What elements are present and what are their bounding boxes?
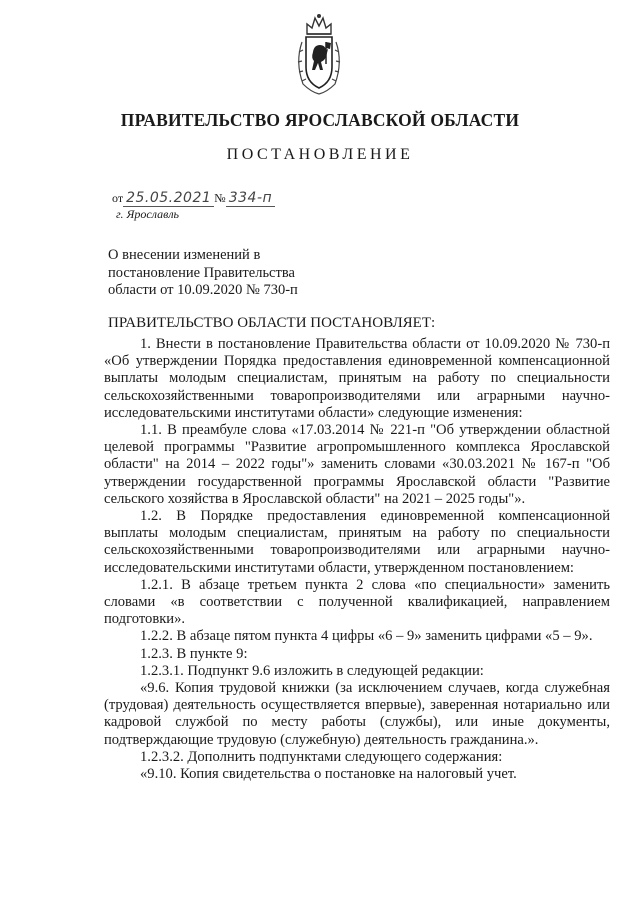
city-label: г. Ярославль bbox=[116, 207, 180, 221]
paragraph-1-2-3-1: 1.2.3.1. Подпункт 9.6 изложить в следующей редакции: bbox=[140, 662, 484, 679]
handwritten-number: 334-п bbox=[226, 190, 275, 207]
document-subject bbox=[108, 247, 348, 300]
paragraph-1: 1. Внести в постановление Правительства области от 10.09.2020 № 730-п «Об утверждении Порядка предоставления единовременной компенсационной выплаты молодым специалистам, принятым на работу по специальности сельскохозяйственными товаропроизводителями или аграрными научно-исследовательскими институтами области» следующие изменения: bbox=[104, 336, 610, 421]
subject-line: постановление Правительства bbox=[108, 264, 295, 281]
date-number-line bbox=[112, 190, 275, 206]
subject-line: О внесении изменений в bbox=[108, 247, 261, 263]
paragraph-1-2-3: 1.2.3. В пункте 9: bbox=[140, 645, 248, 662]
paragraph-1-2-1: 1.2.1. В абзаце третьем пункта 2 слова «по специальности» заменить словами «в соответствии с полученной квалификацией, направлением подготовки». bbox=[104, 576, 610, 628]
paragraph-1-2-2: 1.2.2. В абзаце пятом пункта 4 цифры «6 – 9» заменить цифрами «5 – 9». bbox=[140, 628, 593, 645]
subject-line: области от 10.09.2020 № 730-п bbox=[108, 282, 298, 298]
document-body bbox=[104, 336, 610, 783]
coat-of-arms-emblem bbox=[293, 12, 345, 96]
number-prefix: № bbox=[214, 191, 226, 205]
paragraph-9-10: «9.10. Копия свидетельства о постановке на налоговый учет. bbox=[140, 766, 517, 783]
paragraph-1-2-3-2: 1.2.3.2. Дополнить подпунктами следующего содержания: bbox=[140, 748, 503, 765]
paragraph-1-1: 1.1. В преамбуле слова «17.03.2014 № 221-п "Об утверждении областной целевой программы "Развитие агропромышленного комплекса Ярославской области" на 2014 – 2022 годы"» заменить словами «30.03.2021 № 167-п "Об утверждении государственной программы Ярославской области "Развитие сельского хозяйства в Ярославской области" на 2021 – 2025 годы"». bbox=[104, 422, 610, 507]
resolution-heading: ПРАВИТЕЛЬСТВО ОБЛАСТИ ПОСТАНОВЛЯЕТ: bbox=[108, 315, 436, 331]
paragraph-1-2: 1.2. В Порядке предоставления единовременной компенсационной выплаты молодым специалистам, принятым на работу по специальности сельскохозяйственными товаропроизводителями или аграрными научно-исследовательскими институтами области, утвержденном постановлением: bbox=[104, 508, 610, 576]
document-type-title: ПОСТАНОВЛЕНИЕ bbox=[226, 146, 414, 163]
handwritten-date: 25.05.2021 bbox=[123, 190, 214, 207]
paragraph-9-6: «9.6. Копия трудовой книжки (за исключением случаев, когда служебная (трудовая) деятельность осуществляется впервые), заверенная нотариально или кадровой службой по месту работы (службы), или иные документы, подтверждающие трудовую (служебную) деятельность гражданина.». bbox=[104, 680, 610, 748]
organization-title: ПРАВИТЕЛЬСТВО ЯРОСЛАВСКОЙ ОБЛАСТИ bbox=[120, 110, 520, 130]
date-prefix: от bbox=[112, 191, 124, 205]
